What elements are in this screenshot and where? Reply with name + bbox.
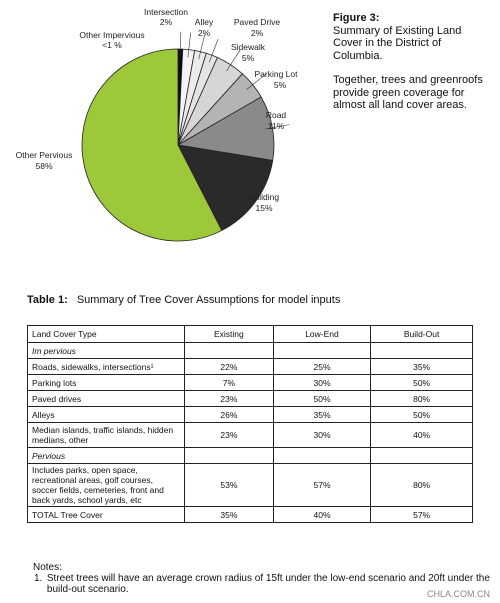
cell-existing: 26% [185, 407, 274, 423]
row-label: Includes parks, open space, recreational areas, golf courses, soccer fields, cemeteries, front and back yards, school yards, etc [28, 464, 185, 507]
cell-build-out: 50% [371, 407, 473, 423]
table-header-row [28, 326, 473, 343]
cell-low-end: 25% [273, 359, 370, 375]
table-row [28, 359, 473, 375]
section-pervious-label: Pervious [28, 448, 185, 464]
cell-low-end: 30% [273, 423, 370, 448]
notes-heading: Notes: [33, 562, 62, 573]
row-label: TOTAL Tree Cover [28, 507, 185, 523]
cell-build-out: 50% [371, 375, 473, 391]
table-row [28, 423, 473, 448]
label-intersection-pct: 2% [159, 17, 173, 27]
figure-note: Together, trees and greenroofs provide green coverage for almost all land cover areas. [333, 74, 483, 111]
label-intersection: Intersection [144, 7, 188, 17]
table-row [28, 391, 473, 407]
header-existing: Existing [185, 326, 274, 343]
cell-build-out: 80% [371, 391, 473, 407]
label-other-pervious-pct: 58% [35, 161, 53, 171]
row-label: Roads, sidewalks, intersections¹ [28, 359, 185, 375]
header-land-cover: Land Cover Type [28, 326, 185, 343]
figure-title: Figure 3: [333, 12, 380, 24]
cell-existing: 35% [185, 507, 274, 523]
cell-low-end: 35% [273, 407, 370, 423]
cell-build-out: 57% [371, 507, 473, 523]
row-label: Paved drives [28, 391, 185, 407]
note-text: Street trees will have an average crown radius of 15ft under the low-end scenario and 20ft under the build-out scenario. [46, 573, 490, 595]
label-other-impervious-pct: <1 % [102, 40, 122, 50]
label-building: Building [248, 192, 280, 202]
section-row-impervious [28, 343, 473, 359]
cell-low-end: 57% [273, 464, 370, 507]
table-label: Table 1: [27, 294, 68, 306]
note-number: 1. [34, 573, 43, 584]
cell-build-out: 40% [371, 423, 473, 448]
cell-existing: 23% [185, 423, 274, 448]
label-sidewalk: Sidewalk [230, 42, 266, 52]
table-row-total [28, 507, 473, 523]
table-title: Summary of Tree Cover Assumptions for model inputs [76, 294, 341, 306]
label-alley: Alley [194, 17, 214, 27]
row-label: Alleys [28, 407, 185, 423]
header-low-end: Low-End [273, 326, 370, 343]
label-road-pct: 11% [267, 121, 285, 131]
cell-low-end: 40% [273, 507, 370, 523]
label-sidewalk-pct: 5% [241, 53, 255, 63]
cell-existing: 53% [185, 464, 274, 507]
row-label: Parking lots [28, 375, 185, 391]
table-row [28, 375, 473, 391]
watermark: CHLA.COM.CN [426, 589, 490, 599]
label-other-pervious: Other Pervious [15, 150, 73, 160]
label-other-impervious: Other Impervious [79, 30, 145, 40]
header-build-out: Build-Out [371, 326, 473, 343]
label-paved-drive-pct: 2% [250, 28, 264, 38]
land-cover-pie-chart [0, 0, 330, 280]
cell-low-end: 30% [273, 375, 370, 391]
label-paved-drive: Paved Drive [233, 17, 281, 27]
section-row-pervious [28, 448, 473, 464]
label-building-pct: 15% [255, 203, 273, 213]
label-alley-pct: 2% [197, 28, 211, 38]
cell-existing: 22% [185, 359, 274, 375]
cell-low-end: 50% [273, 391, 370, 407]
cell-build-out: 80% [371, 464, 473, 507]
figure-description: Summary of Existing Land Cover in the District of Columbia. [333, 24, 462, 62]
table-row [28, 464, 473, 507]
tree-cover-table [27, 325, 473, 523]
cell-build-out: 35% [371, 359, 473, 375]
table-row [28, 407, 473, 423]
cell-existing: 7% [185, 375, 274, 391]
label-road: Road [265, 110, 287, 120]
label-parking-lot-pct: 5% [273, 80, 287, 90]
cell-existing: 23% [185, 391, 274, 407]
row-label: Median islands, traffic islands, hidden medians, other [28, 423, 185, 448]
figure-caption [333, 12, 493, 112]
table-heading [27, 294, 340, 306]
pie-slices [82, 49, 274, 241]
label-parking-lot: Parking Lot [254, 69, 298, 79]
section-impervious-label: Im pervious [28, 343, 185, 359]
